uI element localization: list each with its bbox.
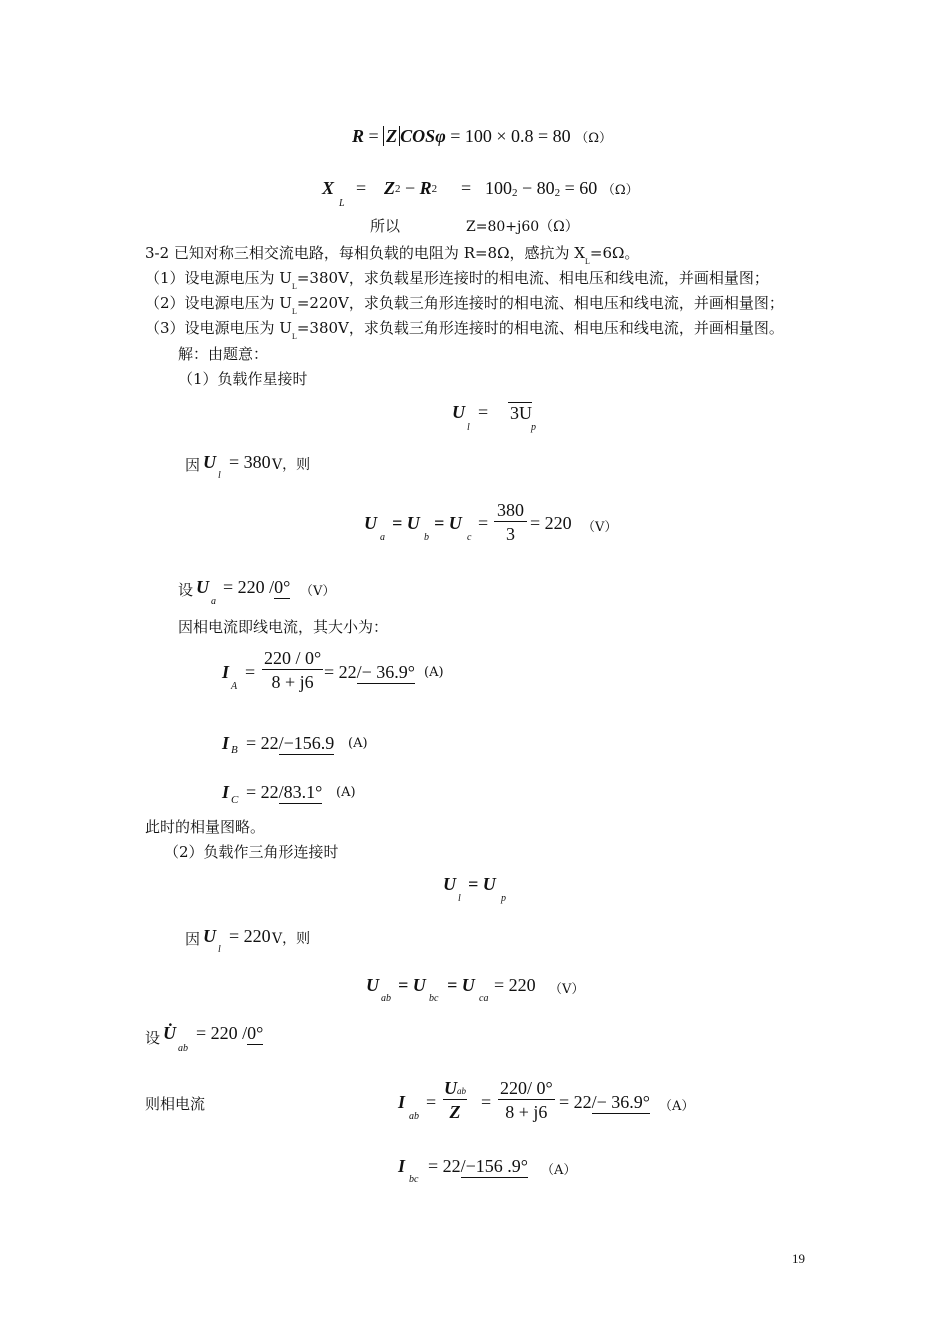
diagram-omitted-note: 此时的相量图略。 <box>145 818 266 836</box>
so-label: 所以 <box>370 217 401 235</box>
page-number: 19 <box>792 1251 805 1266</box>
equation-ul-up: U <box>452 402 465 422</box>
equation-ul-equals-up: U <box>443 874 456 894</box>
var-r: R <box>352 126 365 146</box>
equation-line-voltage: U <box>366 975 379 995</box>
equation-iab: I <box>398 1092 406 1112</box>
fraction-380-sqrt3: 380 3 <box>494 500 527 545</box>
so-value: Z=80+j60（Ω） <box>466 219 579 235</box>
part1-heading: （1）负载作星接时 <box>178 370 308 388</box>
question-2: （2）设电源电压为 $U_L=220V$，求负载三角形连接时的相电流、相电压和线电流，并画相量图； <box>145 294 784 316</box>
sqrt-z-r: Z2 − R2 <box>384 178 438 198</box>
phase-current-label: 则相电流 <box>145 1095 206 1113</box>
question-3: （3）设电源电压为 $U_L=380V$，求负载三角形连接时的相电流、相电压和线电流，并画相量图。 <box>145 319 784 341</box>
equation-ic: I <box>222 782 230 802</box>
sqrt-numbers: 1002 − 802 = 60 （Ω） <box>485 178 639 199</box>
unit-ohm: （Ω） <box>575 131 612 146</box>
solution-intro: 解：由题意： <box>178 345 269 363</box>
problem-title: 3-2 已知对称三相交流电路，每相负载的电阻为 R=8Ω，感抗为 $X_L=6\Omega$。 <box>145 244 640 266</box>
equation-ia: I <box>222 662 230 682</box>
sub-l: L <box>339 198 345 209</box>
part2-heading: （2）负载作三角形连接时 <box>164 843 339 861</box>
equation-ib: I <box>222 733 230 753</box>
equation-reactance: X <box>322 178 335 198</box>
equation-resistance: R = Z COSφ = 100 × 0.8 = 80 （Ω） <box>352 126 612 146</box>
question-1: （1）设电源电压为 $U_L=380V$，求负载星形连接时的相电流、相电压和线电流，并画相量图； <box>145 269 769 291</box>
equation-ibc: I <box>398 1156 406 1176</box>
phase-equals-line: 因相电流即线电流，其大小为： <box>178 618 389 636</box>
equation-phase-voltage: U <box>364 513 377 533</box>
